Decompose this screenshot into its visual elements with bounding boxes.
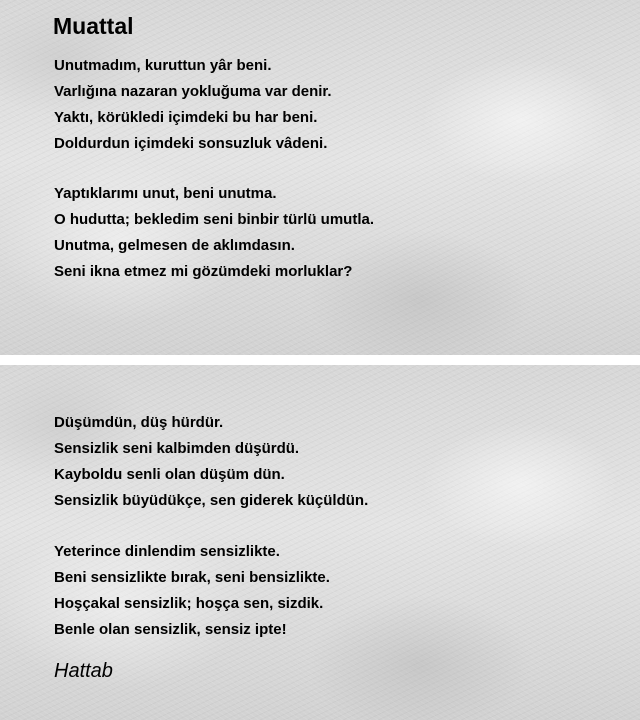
poem-line: Sensizlik seni kalbimden düşürdü. bbox=[54, 440, 300, 457]
poem-line: Kayboldu senli olan düşüm dün. bbox=[54, 466, 285, 483]
poem-title: Muattal bbox=[53, 13, 134, 39]
poem-line: Unutmadım, kuruttun yâr beni. bbox=[54, 57, 272, 74]
poem-line: Yaktı, körükledi içimdeki bu har beni. bbox=[54, 109, 318, 126]
poem-line: Hoşçakal sensizlik; hoşça sen, sizdik. bbox=[54, 595, 324, 612]
stanza-2 bbox=[54, 181, 374, 285]
poem-author: Hattab bbox=[54, 660, 113, 682]
poem-line: Düşümdün, düş hürdür. bbox=[54, 414, 224, 431]
poem-card-top bbox=[0, 0, 640, 355]
poem-line: Yaptıklarımı unut, beni unutma. bbox=[54, 185, 277, 202]
stanza-1 bbox=[54, 53, 332, 157]
poem-line: Unutma, gelmesen de aklımdasın. bbox=[54, 237, 295, 254]
stanza-3 bbox=[54, 410, 368, 514]
poem-line: Varlığına nazaran yokluğuma var denir. bbox=[54, 83, 332, 100]
poem-line: Sensizlik büyüdükçe, sen giderek küçüldün. bbox=[54, 492, 369, 509]
poem-line: Seni ikna etmez mi gözümdeki morluklar? bbox=[54, 263, 353, 280]
poem-line: Yeterince dinlendim sensizlikte. bbox=[54, 543, 280, 560]
card-separator bbox=[0, 355, 640, 365]
poem-line: Benle olan sensizlik, sensiz ipte! bbox=[54, 621, 287, 638]
poem-line: O hudutta; bekledim seni binbir türlü umutla. bbox=[54, 211, 375, 228]
poem-card-bottom bbox=[0, 365, 640, 720]
poem-line: Doldurdun içimdeki sonsuzluk vâdeni. bbox=[54, 135, 328, 152]
stanza-4 bbox=[54, 539, 330, 643]
poem-line: Beni sensizlikte bırak, seni bensizlikte. bbox=[54, 569, 330, 586]
